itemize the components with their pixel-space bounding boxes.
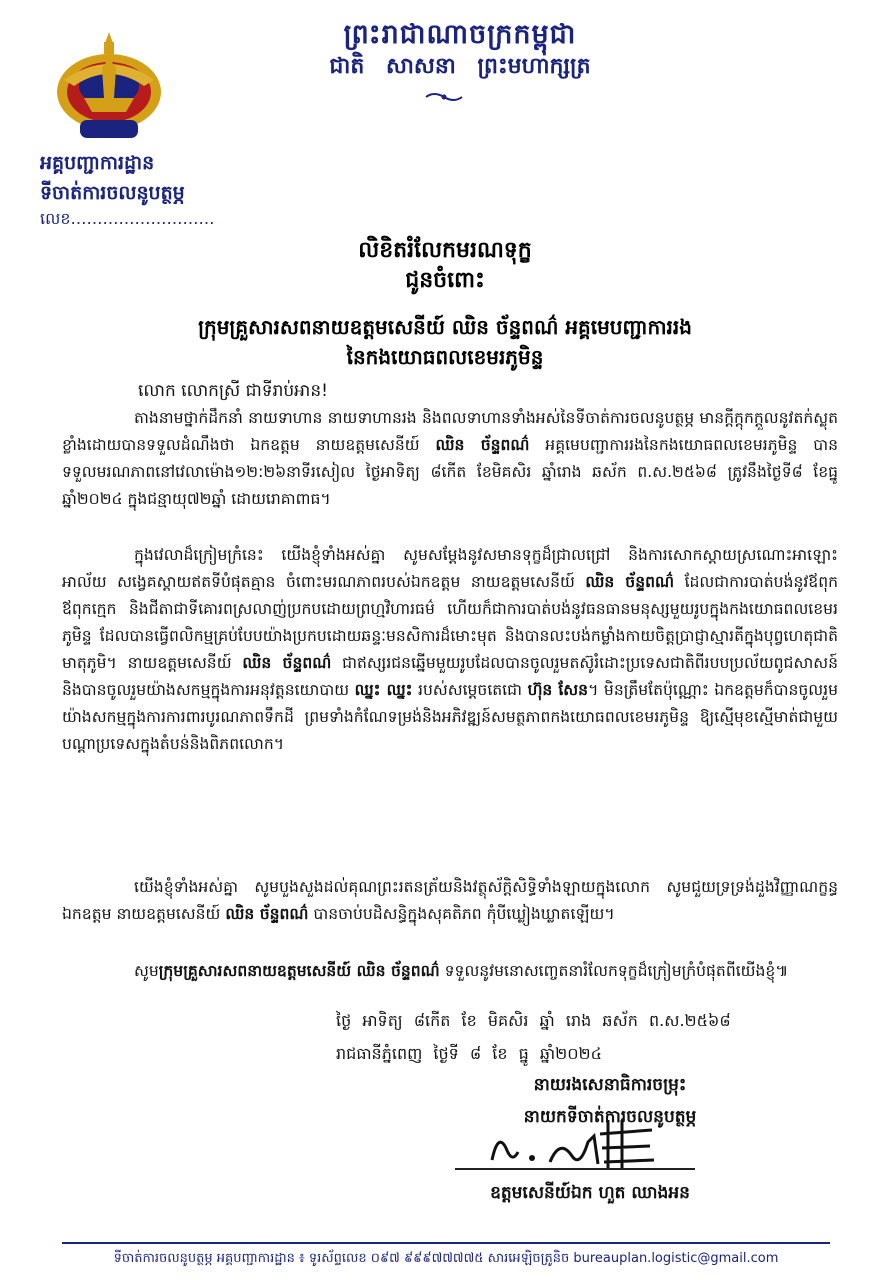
paragraph-4: [62, 958, 838, 985]
p2-policy: ឈ្នះ ឈ្នះ: [354, 681, 413, 699]
addressee-line2: នៃកងយោធពលខេមរភូមិន្ទ: [346, 345, 544, 369]
p4-family: ក្រុមគ្រួសារសពនាយឧត្ដមសេនីយ៍ ឈិន ច័ន្ទពណ៌: [158, 962, 440, 980]
paragraph-1: [62, 405, 838, 513]
reference-number: លេខ………………………: [40, 209, 215, 228]
solar-date: រាជធានីភ្នំពេញ ថ្ងៃទី ៨ ខែ ធ្នូ ឆ្នាំ២០២៤: [336, 1044, 602, 1063]
footer-divider: [62, 1242, 830, 1244]
footer-text: ទីចាត់ការចលនូបត្ថម្ភ អគ្គបញ្ជាការដ្ឋាន ៖ ទូរស័ព្ទលេខ ០៩៧ ៩៩៩៧៧៧៧៥ សារអេឡិចត្រូនិច: [113, 1251, 574, 1266]
p2-text-e: ។ មិនត្រឹមតែប៉ុណ្ណោះ ឯកឧត្ដមក៏បានចូលរួមយ៉ាងសកម្មក្នុងការការពារបូរណភាពទឹកដី ព្រមទាំងកំណែទម្រង់និងអភិវឌ្ឍន៍សមត្ថភាពកងយោធពលខេមរភូមិន្ទ ឱ្យស្មើមុខស្មើមាត់ជាមួយបណ្ដាប្រទេសក្នុងតំបន់និងពិភពលោក។: [62, 681, 838, 753]
p2-text-a: ក្នុងវេលាដ៏ក្រៀមក្រំនេះ យើងខ្ញុំទាំងអស់គ្នា សូមសម្ដែងនូវសមានទុក្ខដ៏ជ្រាលជ្រៅ និងការសោកស្ដាយស្រណោះអាឡោះអាល័យ សង្វេគស្ដាយឥតទីបំផុតគ្មាន ចំពោះមរណភាពរបស់ឯកឧត្ដម នាយឧត្ដមសេនីយ៍: [62, 546, 838, 591]
ornament-divider-icon: [424, 90, 464, 104]
p4-text-b: ទទួលនូវមនោសញ្ចេតនារំលែកទុក្ខដ៏ក្រៀមក្រំបំផុតពីយើងខ្ញុំ៕: [439, 962, 789, 980]
footer-email[interactable]: bureauplan.logistic@gmail.com: [573, 1251, 779, 1266]
p2-text-b: ដែលជាការបាត់បង់នូវឪពុក ឪពុកក្មេក និងជីតាជាទីគោរពស្រលាញ់ប្រកបដោយព្រហ្មវិហារធម៌ ហើយក៏ជាការបាត់បង់នូវធនធានមនុស្សមួយរូបក្នុងកងយោធពលខេមរភូមិន្ទ ដែលបានធ្វើពលិកម្មគ្រប់បែបយ៉ាងប្រកបដោយឆន្ទៈមនសិការដ៏មោះមុត និងបានលះបង់កម្លាំងកាយចិត្តប្រាជ្ញាស្មារតីក្នុងបុព្វហេតុជាតិ មាតុភូមិ។ នាយឧត្ដមសេនីយ៍: [62, 573, 838, 672]
addressee-line1: ក្រុមគ្រួសារសពនាយឧត្តមសេនីយ៍ ឈិន ច័ន្ទពណ៌ អគ្គមេបញ្ជាការរង: [198, 315, 692, 339]
p1-text-a: តាងនាមថ្នាក់ដឹកនាំ នាយទាហាន នាយទាហានរង និងពលទាហានទាំងអស់នៃទីចាត់ការចលនូបត្ថម្ភ មានក្ដីក្ដុកក្ដួលនូវតក់ស្លុតខ្លាំងដោយបានទទួលដំណឹងថា ឯកឧត្ដម នាយឧត្ដមសេនីយ៍: [62, 409, 838, 454]
army-emblem-icon: [44, 28, 174, 148]
letter-addressee: [60, 312, 830, 372]
signature-line: [455, 1168, 695, 1170]
p2-text-d: របស់សម្ដេចតេជោ: [412, 681, 528, 699]
p1-name: ឈិន ច័ន្ទពណ៌: [435, 436, 530, 454]
p2-hun-sen: ហ៊ុន សែន: [527, 681, 589, 699]
paragraph-3: [62, 874, 838, 928]
signer-name: ឧត្ដមសេនីយ៍ឯក ហួត ឈាងអន: [490, 1183, 690, 1203]
signer-title-2: នាយកទីចាត់ការចលនូបត្ថម្ភ: [523, 1107, 697, 1127]
salutation: លោក លោកស្រី ជាទីរាប់អាន!: [138, 381, 328, 401]
paragraph-2: [62, 542, 838, 758]
letter-addressee-label: ជូនចំពោះ: [405, 268, 485, 293]
lunar-date: ថ្ងៃ អាទិត្យ ៨កើត ខែ មិគសិរ ឆ្នាំ រោង ឆស័ក ព.ស.២៥៦៨: [336, 1011, 731, 1030]
kingdom-title: ព្រះរាជាណាចក្រកម្ពុជា: [343, 19, 577, 50]
p4-text-a: សូម: [134, 962, 159, 980]
p3-text-b: បានចាប់បដិសន្ធិក្នុងសុគតិភព កុំបីឃ្លៀងឃ្លាតឡើយ។: [308, 905, 615, 923]
national-motto: ជាតិ សាសនា ព្រះមហាក្សត្រ: [329, 54, 591, 79]
p1-text-b: អគ្គមេបញ្ជាការរងនៃកងយោធពលខេមរភូមិន្ទ បានទទួលមរណភាពនៅវេលាម៉ោង១២:២៦នាទីរសៀល ថ្ងៃអាទិត្យ ៨កើត ខែមិគសិរ ឆ្នាំរោង ឆស័ក ព.ស.២៥៦៨ ត្រូវនឹងថ្ងៃទី៨ ខែធ្នូ ឆ្នាំ២០២៤ ក្នុងជន្មាយុ៧២ឆ្នាំ ដោយរោគាពាធ។: [62, 436, 839, 508]
p2-name-1: ឈិន ច័ន្ទពណ៌: [585, 573, 675, 591]
footer-contact: [62, 1250, 830, 1269]
p3-name: ឈិន ច័ន្ទពណ៌: [225, 905, 309, 923]
org-name-line2: ទីចាត់ការចលនូបត្ថម្ភ: [40, 182, 185, 204]
p2-name-2: ឈិន ច័ន្ទពណ៌: [242, 654, 332, 672]
signer-title-1: នាយរងសេនាធិការចម្រុះ: [533, 1075, 687, 1095]
p3-text-a: យើងខ្ញុំទាំងអស់គ្នា សូមបួងសួងដល់គុណព្រះរតនត្រ័យនិងវត្ថុស័ក្ដិសិទ្ធិទាំងឡាយក្នុងលោក សូមជួយទ្រទ្រង់ដួងវិញ្ញាណក្ខន្ធឯកឧត្ដម នាយឧត្ដមសេនីយ៍: [62, 878, 838, 923]
organization-name: [40, 148, 185, 208]
org-name-line1: អគ្គបញ្ជាការដ្ឋាន: [40, 152, 155, 174]
p2-text-c: ជាឥស្សរជនឆ្នើមមួយរូបដែលបានចូលរួមតស៊ូរំដោះប្រទេសជាតិពីរបបប្រល័យពូជសាសន៍ និងបានចូលរួមយ៉ាងសកម្មក្នុងការអនុវត្តនយោបាយ: [62, 654, 839, 699]
letter-title: លិខិតរំលែកមរណទុក្ខ: [358, 238, 532, 263]
